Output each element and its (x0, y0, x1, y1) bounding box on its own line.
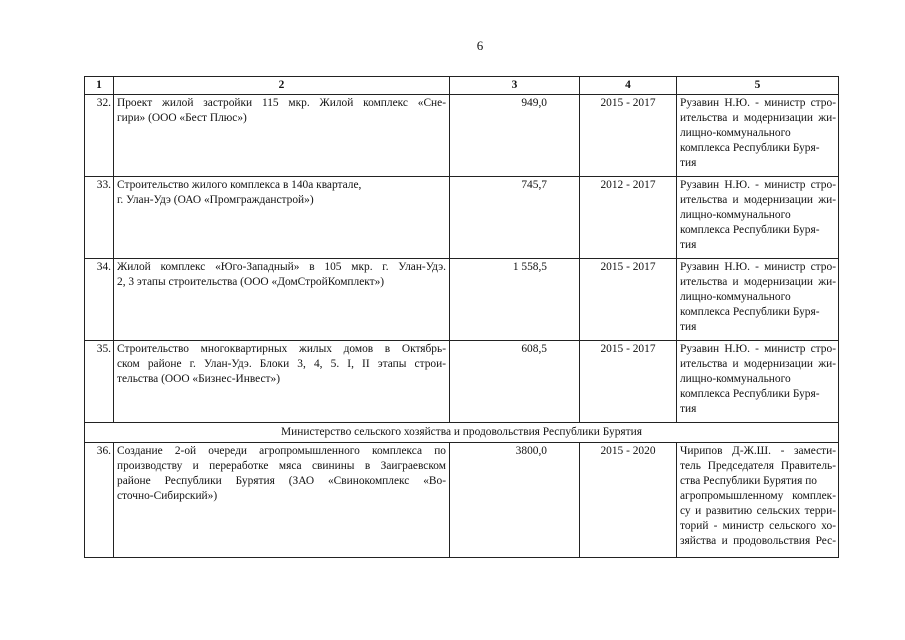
responsible-person (677, 443, 839, 558)
section-title: Министерство сельского хозяйства и продовольствия Республики Бурятия (85, 423, 839, 443)
header-col-2: 2 (114, 77, 450, 95)
text-line: 2, 3 этапы строительства (ООО «ДомСтройКомплект») (117, 276, 385, 288)
row-number: 33. (85, 177, 114, 259)
header-col-5: 5 (677, 77, 839, 95)
text-line: комплекса Республики Буря- (680, 224, 820, 236)
text-line: Строительство жилого комплекса в 140а квартале, (117, 179, 362, 191)
text-line: агропромышленному комплек- (680, 490, 836, 502)
text-line: тель Председателя Правитель- (680, 460, 836, 472)
row-number: 36. (85, 443, 114, 558)
text-line: Рузавин Н.Ю. - министр стро- (680, 97, 836, 109)
text-line: Чирипов Д-Ж.Ш. - замести- (680, 445, 836, 457)
project-years: 2015 - 2017 (580, 95, 677, 177)
text-line: лищно-коммунального (680, 373, 791, 385)
project-name (114, 259, 450, 341)
text-line: торий - министр сельского хо- (680, 520, 836, 532)
text-line: ском районе г. Улан-Удэ. Блоки 3, 4, 5. I, II этапы строи- (117, 358, 446, 370)
text-line: комплекса Республики Буря- (680, 388, 820, 400)
header-col-3: 3 (450, 77, 580, 95)
table-row (85, 177, 839, 259)
text-line: районе Республики Бурятия (ЗАО «Свинокомплекс «Во- (117, 475, 446, 487)
responsible-person (677, 177, 839, 259)
header-col-1: 1 (85, 77, 114, 95)
table-row (85, 341, 839, 423)
investment-projects-table (84, 76, 839, 558)
project-name (114, 443, 450, 558)
text-line: сточно-Сибирский») (117, 490, 218, 502)
text-line: тельства (ООО «Бизнес-Инвест») (117, 373, 281, 385)
project-cost: 745,7 (450, 177, 580, 259)
project-years: 2012 - 2017 (580, 177, 677, 259)
text-line: комплекса Республики Буря- (680, 142, 820, 154)
project-cost: 1 558,5 (450, 259, 580, 341)
project-cost: 608,5 (450, 341, 580, 423)
text-line: производству и переработке мяса свинины в Заиграевском (117, 460, 446, 472)
text-line: Рузавин Н.Ю. - министр стро- (680, 343, 836, 355)
text-line: ительства и модернизации жи- (680, 358, 836, 370)
project-name (114, 95, 450, 177)
text-line: су и развитию сельских терри- (680, 505, 836, 517)
project-years: 2015 - 2020 (580, 443, 677, 558)
text-line: Рузавин Н.Ю. - министр стро- (680, 261, 836, 273)
text-line: тия (680, 157, 697, 169)
text-line: гири» (ООО «Бест Плюс») (117, 112, 247, 124)
project-cost: 3800,0 (450, 443, 580, 558)
project-cost: 949,0 (450, 95, 580, 177)
text-line: тия (680, 321, 697, 333)
text-line: ительства и модернизации жи- (680, 194, 836, 206)
text-line: г. Улан-Удэ (ОАО «Промгражданстрой») (117, 194, 314, 206)
project-name (114, 177, 450, 259)
text-line: Жилой комплекс «Юго-Западный» в 105 мкр. г. Улан-Удэ. (117, 261, 446, 273)
text-line: Создание 2-ой очереди агропромышленного комплекса по (117, 445, 446, 457)
text-line: тия (680, 403, 697, 415)
section-header-row (85, 423, 839, 443)
text-line: лищно-коммунального (680, 127, 791, 139)
row-number: 32. (85, 95, 114, 177)
project-years: 2015 - 2017 (580, 259, 677, 341)
page-number: 6 (476, 38, 484, 53)
row-number: 34. (85, 259, 114, 341)
text-line: Рузавин Н.Ю. - министр стро- (680, 179, 836, 191)
table-row (85, 259, 839, 341)
text-line: тия (680, 239, 697, 251)
text-line: комплекса Республики Буря- (680, 306, 820, 318)
table-row (85, 95, 839, 177)
table-row (85, 443, 839, 558)
project-years: 2015 - 2017 (580, 341, 677, 423)
text-line: Строительство многоквартирных жилых домов в Октябрь- (117, 343, 446, 355)
text-line: ства Республики Бурятия по (680, 475, 817, 487)
text-line: лищно-коммунального (680, 291, 791, 303)
header-col-4: 4 (580, 77, 677, 95)
project-name (114, 341, 450, 423)
responsible-person (677, 341, 839, 423)
text-line: ительства и модернизации жи- (680, 276, 836, 288)
row-number: 35. (85, 341, 114, 423)
responsible-person (677, 95, 839, 177)
responsible-person (677, 259, 839, 341)
text-line: Проект жилой застройки 115 мкр. Жилой комплекс «Сне- (117, 97, 446, 109)
text-line: лищно-коммунального (680, 209, 791, 221)
text-line: ительства и модернизации жи- (680, 112, 836, 124)
table-header-row (85, 77, 839, 95)
text-line: зяйства и продовольствия Рес- (680, 535, 836, 547)
